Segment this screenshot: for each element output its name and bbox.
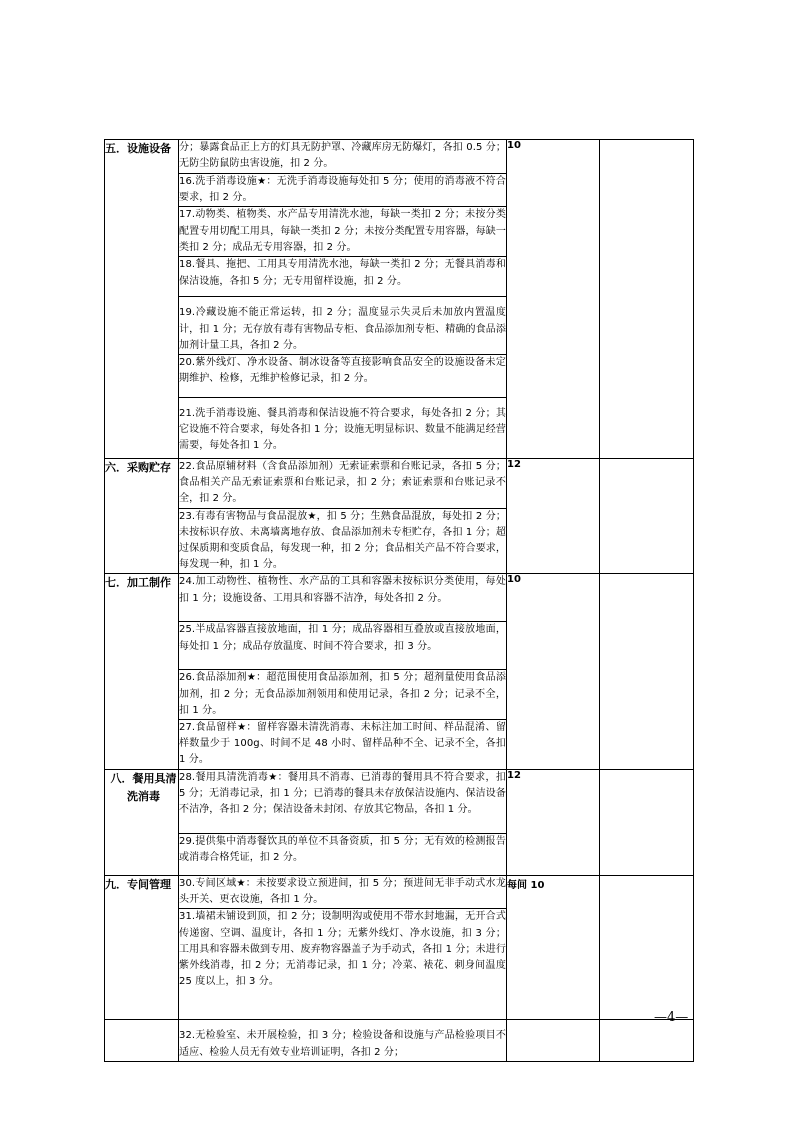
scoring-table bbox=[104, 139, 694, 1062]
item-cell: 21.洗手消毒设施、餐具消毒和保洁设施不符合要求，每处各扣 2 分；其它设施不符合要求，每处各扣 1 分；设施无明显标识、数量不能满足经营需要，每处各扣 1 分。 bbox=[179, 398, 507, 459]
item-cell: 24.加工动物性、植物性、水产品的工具和容器未按标识分类使用，每处扣 1 分；设施设备、工用具和容器不洁净，每处各扣 2 分。 bbox=[179, 574, 507, 622]
item-cell: 分；暴露食品正上方的灯具无防护罩、冷藏库房无防爆灯，各扣 0.5 分；无防尘防鼠防虫害设施，扣 2 分。 bbox=[179, 140, 507, 174]
table-row bbox=[105, 140, 694, 174]
score-cell bbox=[507, 1020, 600, 1061]
remarks-cell bbox=[600, 574, 694, 770]
item-cell: 18.餐具、拖把、工用具专用清洗水池，每缺一类扣 2 分；无餐具消毒和保洁设施，各扣 5 分；无专用留样设施，扣 2 分。 bbox=[179, 257, 507, 297]
page-number: —4— bbox=[654, 1010, 689, 1025]
remarks-cell bbox=[600, 459, 694, 574]
table-row bbox=[105, 574, 694, 622]
item-cell: 25.半成品容器直接放地面，扣 1 分；成品容器相互叠放或直接放地面，每处扣 1 分；成品存放温度、时间不符合要求，扣 3 分。 bbox=[179, 622, 507, 670]
category-cell: 五．设施设备 bbox=[105, 140, 179, 459]
category-cell bbox=[105, 1020, 179, 1061]
category-cell: 七．加工制作 bbox=[105, 574, 179, 770]
item-cell: 20.紫外线灯、净水设备、制冰设备等直接影响食品安全的设施设备未定期维护、检修，无维护检修记录，扣 2 分。 bbox=[179, 355, 507, 398]
item-cell: 16.洗手消毒设施★：无洗手消毒设施每处扣 5 分；使用的消毒液不符合要求，扣 2 分。 bbox=[179, 174, 507, 207]
item-cell: 17.动物类、植物类、水产品专用清洗水池，每缺一类扣 2 分；未按分类配置专用切配工用具，每缺一类扣 2 分；未按分类配置专用容器，每缺一类扣 2 分；成品无专用容器，扣 2 分。 bbox=[179, 207, 507, 257]
table-row bbox=[105, 770, 694, 834]
score-cell: 12 bbox=[507, 459, 600, 574]
table-row bbox=[105, 459, 694, 509]
item-cell: 23.有毒有害物品与食品混放★，扣 5 分；生熟食品混放，每处扣 2 分；未按标识存放、未离墙离地存放、食品添加剂未专柜贮存，各扣 1 分；超过保质期和变质食品，每发现一种，扣 2 分；食品相关产品不符合要求，每发现一种，扣 1 分。 bbox=[179, 508, 507, 574]
category-cell: 六．采购贮存 bbox=[105, 459, 179, 574]
item-cell: 28.餐用具清洗消毒★：餐用具不消毒、已消毒的餐用具不符合要求，扣 5 分；无消毒记录，扣 1 分；已消毒的餐具未存放保洁设施内、保洁设备不洁净，各扣 2 分；保洁设备未封闭、存放其它物品，各扣 1 分。 bbox=[179, 770, 507, 834]
score-cell: 10 bbox=[507, 574, 600, 770]
remarks-cell bbox=[600, 770, 694, 876]
score-cell: 12 bbox=[507, 770, 600, 876]
item-cell: 32.无检验室、未开展检验，扣 3 分；检验设备和设施与产品检验项目不适应、检验人员无有效专业培训证明，各扣 2 分； bbox=[179, 1020, 507, 1061]
item-cell: 22.食品原辅材料（含食品添加剂）无索证索票和台账记录，各扣 5 分；食品相关产品无索证索票和台账记录，扣 2 分；索证索票和台账记录不全，扣 2 分。 bbox=[179, 459, 507, 509]
category-cell: 八．餐用具清洗消毒 bbox=[105, 770, 179, 876]
category-cell: 九．专间管理 bbox=[105, 876, 179, 1020]
item-cell: 31.墙裙未铺设到顶，扣 2 分；设制明沟或使用不带水封地漏，无开合式传递窗、空调、温度计，各扣 1 分；无紫外线灯、净水设施，扣 3 分；工用具和容器未做到专用、废弃物容器盖子为手动式，各扣 1 分；未进行紫外线消毒，扣 2 分；无消毒记录，扣 1 分；冷菜、裱花、刺身间温度 25 度以上，扣 3 分。 bbox=[179, 909, 507, 1020]
item-cell: 29.提供集中消毒餐饮具的单位不具备资质，扣 5 分；无有效的检测报告或消毒合格凭证，扣 2 分。 bbox=[179, 834, 507, 876]
item-cell: 26.食品添加剂★：超范围使用食品添加剂，扣 5 分；超剂量使用食品添加剂，扣 2 分；无食品添加剂领用和使用记录，各扣 2 分；记录不全，扣 1 分。 bbox=[179, 670, 507, 720]
item-cell: 19.冷藏设施不能正常运转，扣 2 分；温度显示失灵后未加放内置温度计，扣 1 分；无存放有毒有害物品专柜、食品添加剂专柜、精确的食品添加剂计量工具，各扣 2 分。 bbox=[179, 297, 507, 355]
item-cell: 30.专间区域★：未按要求设立预进间，扣 5 分；预进间无非手动式水龙头开关、更衣设施，各扣 1 分。 bbox=[179, 876, 507, 909]
item-cell: 27.食品留样★：留样容器未清洗消毒、未标注加工时间、样品混淆、留样数量少于 100g、时间不足 48 小时、留样品种不全、记录不全，各扣 1 分。 bbox=[179, 720, 507, 770]
remarks-cell bbox=[600, 876, 694, 1020]
remarks-cell bbox=[600, 140, 694, 459]
score-cell: 10 bbox=[507, 140, 600, 459]
remarks-cell bbox=[600, 1020, 694, 1061]
table-row bbox=[105, 1020, 694, 1061]
score-cell: 每间 10 bbox=[507, 876, 600, 1020]
table-row bbox=[105, 876, 694, 909]
